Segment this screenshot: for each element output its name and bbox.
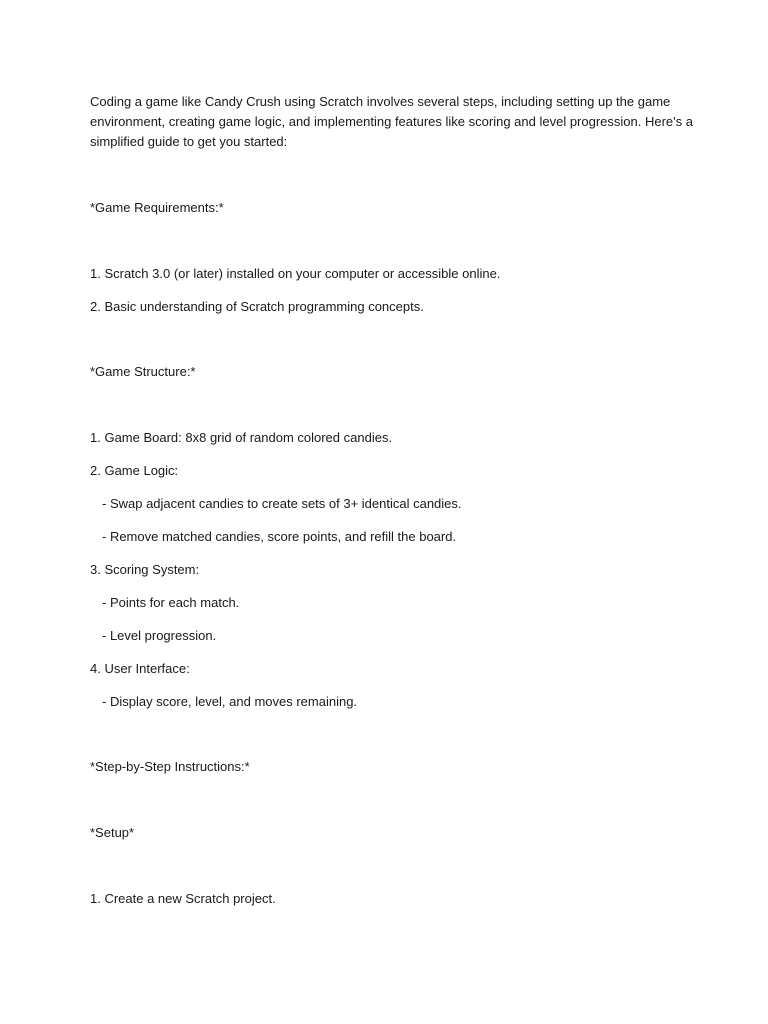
intro-line-1: Coding a game like Candy Crush using Scratch involves several steps, including setting up the game	[90, 94, 671, 109]
scoring-subitem-points: - Points for each match.	[102, 595, 240, 610]
requirement-item-1: 1. Scratch 3.0 (or later) installed on your computer or accessible online.	[90, 266, 501, 281]
ui-subitem-display: - Display score, level, and moves remaining.	[102, 694, 358, 709]
game-logic-subitem-remove: - Remove matched candies, score points, and refill the board.	[102, 529, 457, 544]
structure-item-game-board: 1. Game Board: 8x8 grid of random colored candies.	[90, 430, 393, 445]
requirement-item-2: 2. Basic understanding of Scratch programming concepts.	[90, 299, 424, 314]
intro-line-3: simplified guide to get you started:	[90, 134, 288, 149]
structure-item-ui: 4. User Interface:	[90, 661, 190, 676]
setup-item-1: 1. Create a new Scratch project.	[90, 891, 276, 906]
game-logic-subitem-swap: - Swap adjacent candies to create sets of 3+ identical candies.	[102, 496, 462, 511]
intro-line-2: environment, creating game logic, and implementing features like scoring and level progression. Here's a	[90, 114, 693, 129]
scoring-subitem-level: - Level progression.	[102, 628, 217, 643]
setup-heading: *Setup*	[90, 825, 135, 840]
structure-item-game-logic: 2. Game Logic:	[90, 463, 179, 478]
steps-heading: *Step-by-Step Instructions:*	[90, 759, 250, 774]
structure-item-scoring: 3. Scoring System:	[90, 562, 200, 577]
requirements-heading: *Game Requirements:*	[90, 200, 224, 215]
structure-heading: *Game Structure:*	[90, 364, 196, 379]
